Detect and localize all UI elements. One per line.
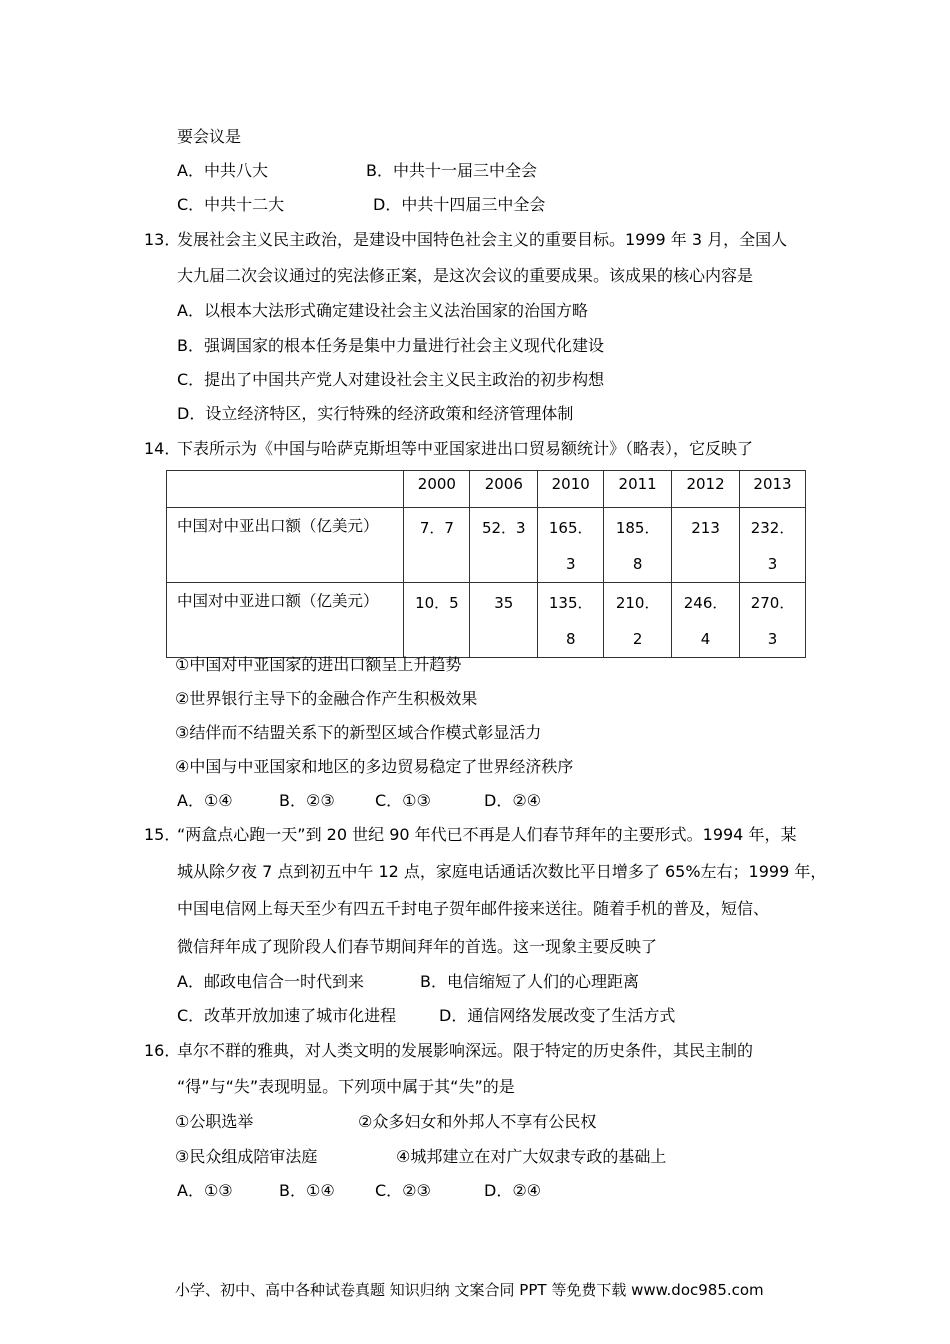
table-row-export [167,508,806,583]
import-2006: 35 [470,583,538,658]
export-2011: 185． 8 [604,508,672,583]
import-2012: 246． 4 [672,583,740,658]
q13-stem-line2: 大九届二次会议通过的宪法修正案，是这次会议的重要成果。该成果的核心内容是 [177,266,754,285]
q13-option-b: B．强调国家的根本任务是集中力量进行社会主义现代化建设 [177,336,604,355]
year-2006: 2006 [470,471,538,508]
q14-stem: 下表所示为《中国与哈萨克斯坦等中亚国家进出口贸易额统计》（略表），它反映了 [177,439,754,458]
q13-stem-line1: 发展社会主义民主政治，是建设中国特色社会主义的重要目标。1999 年 3 月，全国人 [177,230,788,249]
q14-statement-4: ④中国与中亚国家和地区的多边贸易稳定了世界经济秩序 [175,757,574,776]
export-2006: 52．3 [470,508,538,583]
year-2010: 2010 [538,471,604,508]
table-row-import [167,583,806,658]
q15-stem-line4: 微信拜年成了现阶段人们春节期间拜年的首选。这一现象主要反映了 [177,937,658,956]
q14-statement-1: ①中国对中亚国家的进出口额呈上升趋势 [175,655,462,674]
export-2012: 213 [672,508,740,583]
q14-option-d: D．②④ [484,791,542,810]
q15-stem-line1: “两盒点心跑一天”到 20 世纪 90 年代已不再是人们春节拜年的主要形式。1994 年，某 [177,825,797,844]
export-2000: 7．7 [404,508,470,583]
trade-table [166,470,806,658]
q15-option-c: C．改革开放加速了城市化进程 [177,1006,397,1025]
q16-statement-4: ④城邦建立在对广大奴隶专政的基础上 [396,1147,667,1166]
q13-option-d: D．设立经济特区，实行特殊的经济政策和经济管理体制 [177,404,574,423]
q14-option-a: A．①④ [177,791,233,810]
q12-option-c: C．中共十二大 [177,195,285,214]
q16-statement-2: ②众多妇女和外邦人不享有公民权 [358,1112,597,1131]
q16-option-c: C．②③ [375,1181,431,1200]
q15-option-b: B．电信缩短了人们的心理距离 [420,972,639,991]
q15-option-d: D．通信网络发展改变了生活方式 [439,1006,676,1025]
export-2013: 232． 3 [740,508,806,583]
q15-stem-line2: 城从除夕夜 7 点到初五中午 12 点，家庭电话通话次数比平日增多了 65%左右；1999 年， [177,862,827,881]
q16-option-d: D．②④ [484,1181,542,1200]
q14-statement-2: ②世界银行主导下的金融合作产生积极效果 [175,689,478,708]
q12-tail: 要会议是 [177,127,242,146]
q15-stem-line3: 中国电信网上每天至少有四五千封电子贺年邮件接来送往。随着手机的普及，短信、 [177,899,770,918]
q16-stem-line1: 卓尔不群的雅典，对人类文明的发展影响深远。限于特定的历史条件，其民主制的 [177,1041,754,1060]
import-2011: 210． 2 [604,583,672,658]
import-label: 中国对中亚进口额（亿美元） [167,583,404,658]
q12-option-a: A．中共八大 [177,161,268,180]
year-2013: 2013 [740,471,806,508]
q13-option-a: A．以根本大法形式确定建设社会主义法治国家的治国方略 [177,301,588,320]
export-2010: 165． 3 [538,508,604,583]
q16-stem-line2: “得”与“失”表现明显。下列项中属于其“失”的是 [177,1077,515,1096]
q12-option-d: D．中共十四届三中全会 [373,195,546,214]
table-header-row [167,471,806,508]
export-label: 中国对中亚出口额（亿美元） [167,508,404,583]
q13-option-c: C．提出了中国共产党人对建设社会主义民主政治的初步构想 [177,370,605,389]
year-2000: 2000 [404,471,470,508]
import-2000: 10．5 [404,583,470,658]
q16-statement-1: ①公职选举 [175,1112,254,1131]
q12-option-b: B．中共十一届三中全会 [366,161,537,180]
q13-number: 13． [144,230,181,249]
q16-option-b: B．①④ [279,1181,335,1200]
q14-number: 14． [144,439,181,458]
q14-option-c: C．①③ [375,791,431,810]
year-2012: 2012 [672,471,740,508]
q16-number: 16． [144,1041,181,1060]
year-2011: 2011 [604,471,672,508]
page-footer: 小学、初中、高中各种试卷真题 知识归纳 文案合同 PPT 等免费下载 www.doc985.com [175,1281,764,1299]
q16-option-a: A．①③ [177,1181,233,1200]
table-corner-cell [167,471,404,508]
q15-option-a: A．邮政电信合一时代到来 [177,972,364,991]
q14-statement-3: ③结伴而不结盟关系下的新型区域合作模式彰显活力 [175,723,542,742]
q15-number: 15． [144,825,181,844]
q14-option-b: B．②③ [279,791,335,810]
import-2013: 270． 3 [740,583,806,658]
q16-statement-3: ③民众组成陪审法庭 [175,1147,318,1166]
import-2010: 135． 8 [538,583,604,658]
